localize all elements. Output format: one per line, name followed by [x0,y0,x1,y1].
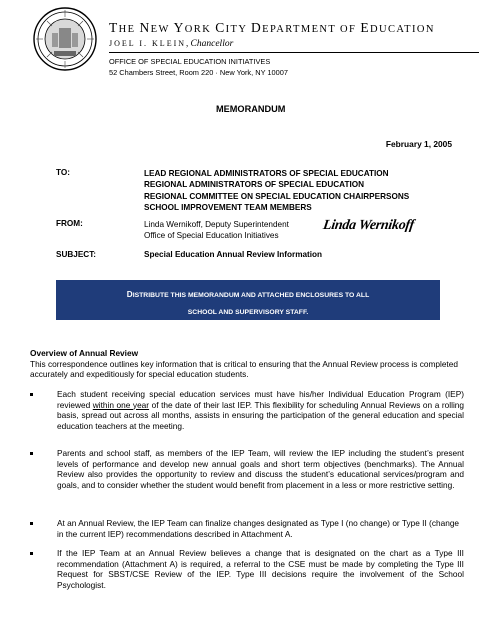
signature: Linda Wernikoff [322,218,415,233]
list-item [30,448,464,490]
overview-paragraph: This correspondence outlines key information that is critical to ensuring that the Annual Review process is completed accurately and expeditiously for special education students. [30,358,458,380]
distribution-banner [56,280,440,320]
list-item [30,389,464,431]
banner-line-2: SCHOOL AND SUPERVISORY STAFF. [187,308,309,316]
to-recipient: REGIONAL COMMITTEE ON SPECIAL EDUCATION CHAIRPERSONS [144,191,410,201]
sender-name: Linda Wernikoff, Deputy Superintendent [144,220,289,229]
bullet-icon [30,522,33,525]
chancellor-name: JOEL I. KLEIN [109,39,187,48]
from-label: FROM: [56,219,83,228]
office-name: OFFICE OF SPECIAL EDUCATION INITIATIVES [109,57,271,66]
bullet-icon [30,393,33,396]
subject-text: Special Education Annual Review Information [144,250,323,259]
letterhead-divider [109,52,479,53]
bullet-text: If the IEP Team at an Annual Review believes a change that is designated on the chart as a Type III recommendation (Attachment A) is required, a referral to the CSE must be made by completing the Type III Request for SBST/CSE Review of the IEP. Type III decisions require the involvement of the School Psychologist. [57,548,464,590]
chancellor-line: JOEL I. KLEIN, Chancellor [109,38,234,49]
office-address: 52 Chambers Street, Room 220 · New York, NY 10007 [109,68,288,77]
bullet-icon [30,552,33,555]
letterhead [109,20,489,77]
nyc-seal-icon [32,6,98,72]
department-title: THE NEW YORK CITY DEPARTMENT OF EDUCATION [109,20,435,35]
banner-line-1: DISTRIBUTE THIS MEMORANDUM AND ATTACHED ENCLOSURES TO ALL [126,290,370,299]
subject-label: SUBJECT: [56,250,97,259]
to-recipients [144,168,409,213]
chancellor-role: Chancellor [190,39,234,49]
to-recipient: SCHOOL IMPROVEMENT TEAM MEMBERS [144,202,312,212]
memo-title: MEMORANDUM [216,104,286,114]
to-label: TO: [56,168,70,177]
memo-date: February 1, 2005 [385,139,452,149]
list-item [30,548,464,590]
bullet-text: At an Annual Review, the IEP Team can finalize changes designated as Type I (no change) or Type II (change in the current IEP) recommendations described in Attachment A. [57,518,460,539]
overview-section [30,348,464,380]
bullet-text: Parents and school staff, as members of the IEP Team, will review the IEP including the student’s present levels of performance and develop new annual goals and short term objectives (benchmarks). The Annual Review also provides the opportunity to review and discuss the student’s educational services/program and goals, and to consider whether the student would benefit from placement in a less or more restrictive setting. [57,448,464,490]
from-sender [144,219,289,241]
bullet-text: Each student receiving special education services must have his/her Individual Education Program (IEP) reviewed within one year of the date of their last IEP. This flexibility for scheduling Annual Reviews on a rolling basis, spread out across all months, assists in ensuring the participation of the general education and special education teachers at the meeting. [57,389,465,431]
to-recipient: LEAD REGIONAL ADMINISTRATORS OF SPECIAL EDUCATION [144,169,389,178]
sender-office: Office of Special Education Initiatives [144,231,279,240]
to-recipient: REGIONAL ADMINISTRATORS OF SPECIAL EDUCATION [144,180,365,190]
overview-heading: Overview of Annual Review [30,348,139,358]
list-item [30,518,464,539]
bullet-icon [30,452,33,455]
